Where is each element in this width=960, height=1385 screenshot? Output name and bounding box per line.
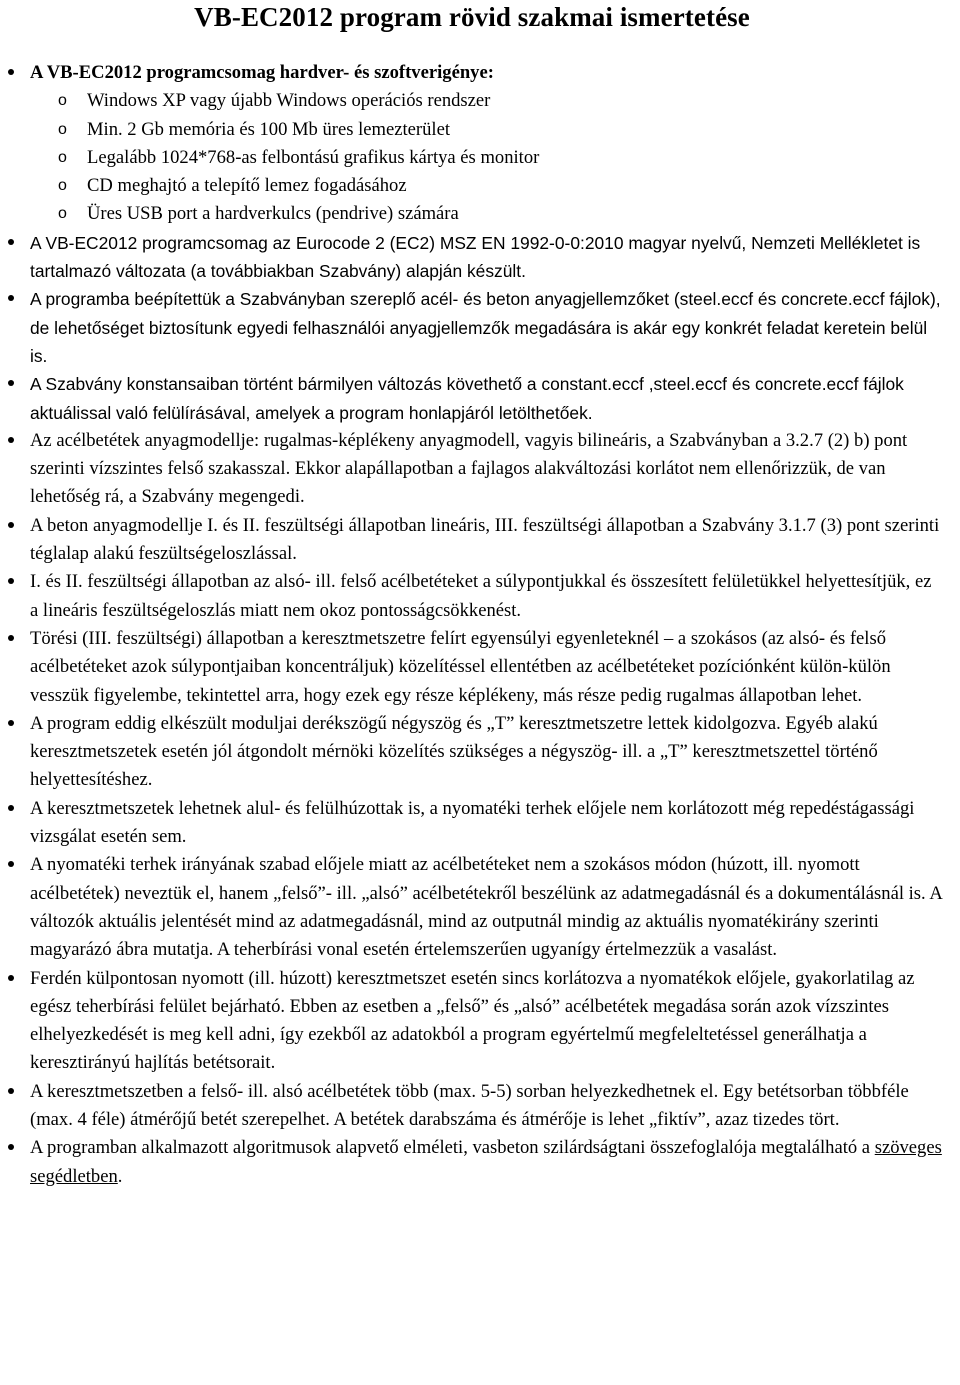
last-item-text: A programban alkalmazott algoritmusok alapvető elméleti, vasbeton szilárdságtani összefoglalója megtalálható a — [30, 1137, 875, 1159]
list-item: A VB-EC2012 programcsomag az Eurocode 2 (EC2) MSZ EN 1992-0-0:2010 magyar nyelvű, Nemzeti Mellékletet is tartalmazó változata (a továbbiakban Szabvány) alapján készült. — [30, 229, 944, 286]
list-item — [30, 1134, 944, 1191]
list-item: A program eddig elkészült moduljai derékszögű négyszög és „T” keresztmetszetre lettek kidolgozva. Egyéb alakú keresztmetszetek esetén jól átgondolt mérnöki közelítés szükséges a négyszög- ill. a „T” keresztmetszettel történő helyettesítéshez. — [30, 710, 944, 795]
list-item: I. és II. feszültségi állapotban az alsó- ill. felső acélbetéteket a súlypontjukkal és összesített felületükkel helyettesítjük, ez a lineáris feszültségeloszlás miatt nem okoz pontosságcsökkenést. — [30, 568, 944, 625]
guide-link[interactable]: szöveges segédletben — [30, 1137, 942, 1187]
requirement-item: o Legalább 1024*768-as felbontású grafikus kártya és monitor — [87, 144, 944, 172]
list-item: A Szabvány konstansaiban történt bármilyen változás követhető a constant.eccf ,steel.eccf és concrete.eccf fájlok aktuálissal való felülírásával, amelyek a program honlapjáról letölthetőek. — [30, 370, 944, 427]
list-item — [30, 59, 944, 229]
list-item: Törési (III. feszültségi) állapotban a keresztmetszetre felírt egyensúlyi egyenleteknél – a szokásos (az alsó- és felső acélbetéteket azok súlypontjaiban koncentráljuk) közelítéssel ellentétben az acélbetéteket pozíciónként külön-külön vesszük figyelembe, tekintettel arra, hogy ezek egy része képlékeny, más része pedig rugalmas állapotban lehet. — [30, 625, 944, 710]
list-item: Az acélbetétek anyagmodellje: rugalmas-képlékeny anyagmodell, vagyis bilineáris, a Szabványban a 3.2.7 (2) b) pont szerinti vízszintes felső szakasszal. Ekkor alapállapotban a fajlagos alakváltozási korlátot nem ellenőrizzük, de van lehetőség rá, a Szabvány megengedi. — [30, 427, 944, 512]
requirement-item: o Windows XP vagy újabb Windows operációs rendszer — [87, 87, 944, 115]
list-item: A nyomatéki terhek irányának szabad előjele miatt az acélbetéteket nem a szokásos módon (húzott, ill. nyomott acélbetétek) neveztük el, hanem „felső”- ill. „alsó” acélbetétekről beszélünk az adatmegadásnál és a dokumentálásnál is. A változók aktuális jelentését mind az adatmegadásnál, mind az outputnál mindig az aktuális nyomatékirány szerinti magyarázó ábra mutatja. A teherbírási vonal esetén értelemszerűen ugyanígy értelmezzük a vasalást. — [30, 851, 944, 964]
requirements-list — [30, 87, 944, 228]
list-item: A keresztmetszetben a felső- ill. alsó acélbetétek több (max. 5-5) sorban helyezkedhetnek el. Egy betétsorban többféle (max. 4 féle) átmérőjű betét szerepelhet. A betétek darabszáma és átmérője is lehet „fiktív”, azaz tizedes tört. — [30, 1078, 944, 1135]
requirement-item: o Min. 2 Gb memória és 100 Mb üres lemezterület — [87, 116, 944, 144]
requirement-item: o CD meghajtó a telepítő lemez fogadásához — [87, 172, 944, 200]
list-item: A programba beépítettük a Szabványban szereplő acél- és beton anyagjellemzőket (steel.eccf és concrete.eccf fájlok), de lehetőséget biztosítunk egyedi felhasználói anyagjellemzők megadására is akár egy konkrét feladat keretein belül is. — [30, 285, 944, 370]
requirements-heading: A VB-EC2012 programcsomag hardver- és szoftverigénye: — [30, 62, 494, 83]
bullet-list — [0, 59, 944, 1191]
list-item: Ferdén külpontosan nyomott (ill. húzott) keresztmetszet esetén sincs korlátozva a nyomatékok előjele, gyakorlatilag az egész teherbírási felület bejárható. Ebben az esetben a „felső” és „alsó” acélbetétek megadása során azok vízszintes elhelyezkedését is meg kell adni, így ezekből az adatokból a program egyértelmű megfeleltetéssel generálhatja a keresztirányú hajlítás betétsorait. — [30, 965, 944, 1078]
last-item-end: . — [117, 1165, 123, 1187]
requirement-item: o Üres USB port a hardverkulcs (pendrive) számára — [87, 200, 944, 228]
list-item: A keresztmetszetek lehetnek alul- és felülhúzottak is, a nyomatéki terhek előjele nem korlátozott még repedéstágassági vizsgálat esetén sem. — [30, 795, 944, 852]
page-title: VB-EC2012 program rövid szakmai ismertetése — [194, 2, 750, 32]
list-item: A beton anyagmodellje I. és II. feszültségi állapotban lineáris, III. feszültségi állapotban a Szabvány 3.1.7 (3) pont szerinti téglalap alakú feszültségeloszlással. — [30, 512, 944, 569]
